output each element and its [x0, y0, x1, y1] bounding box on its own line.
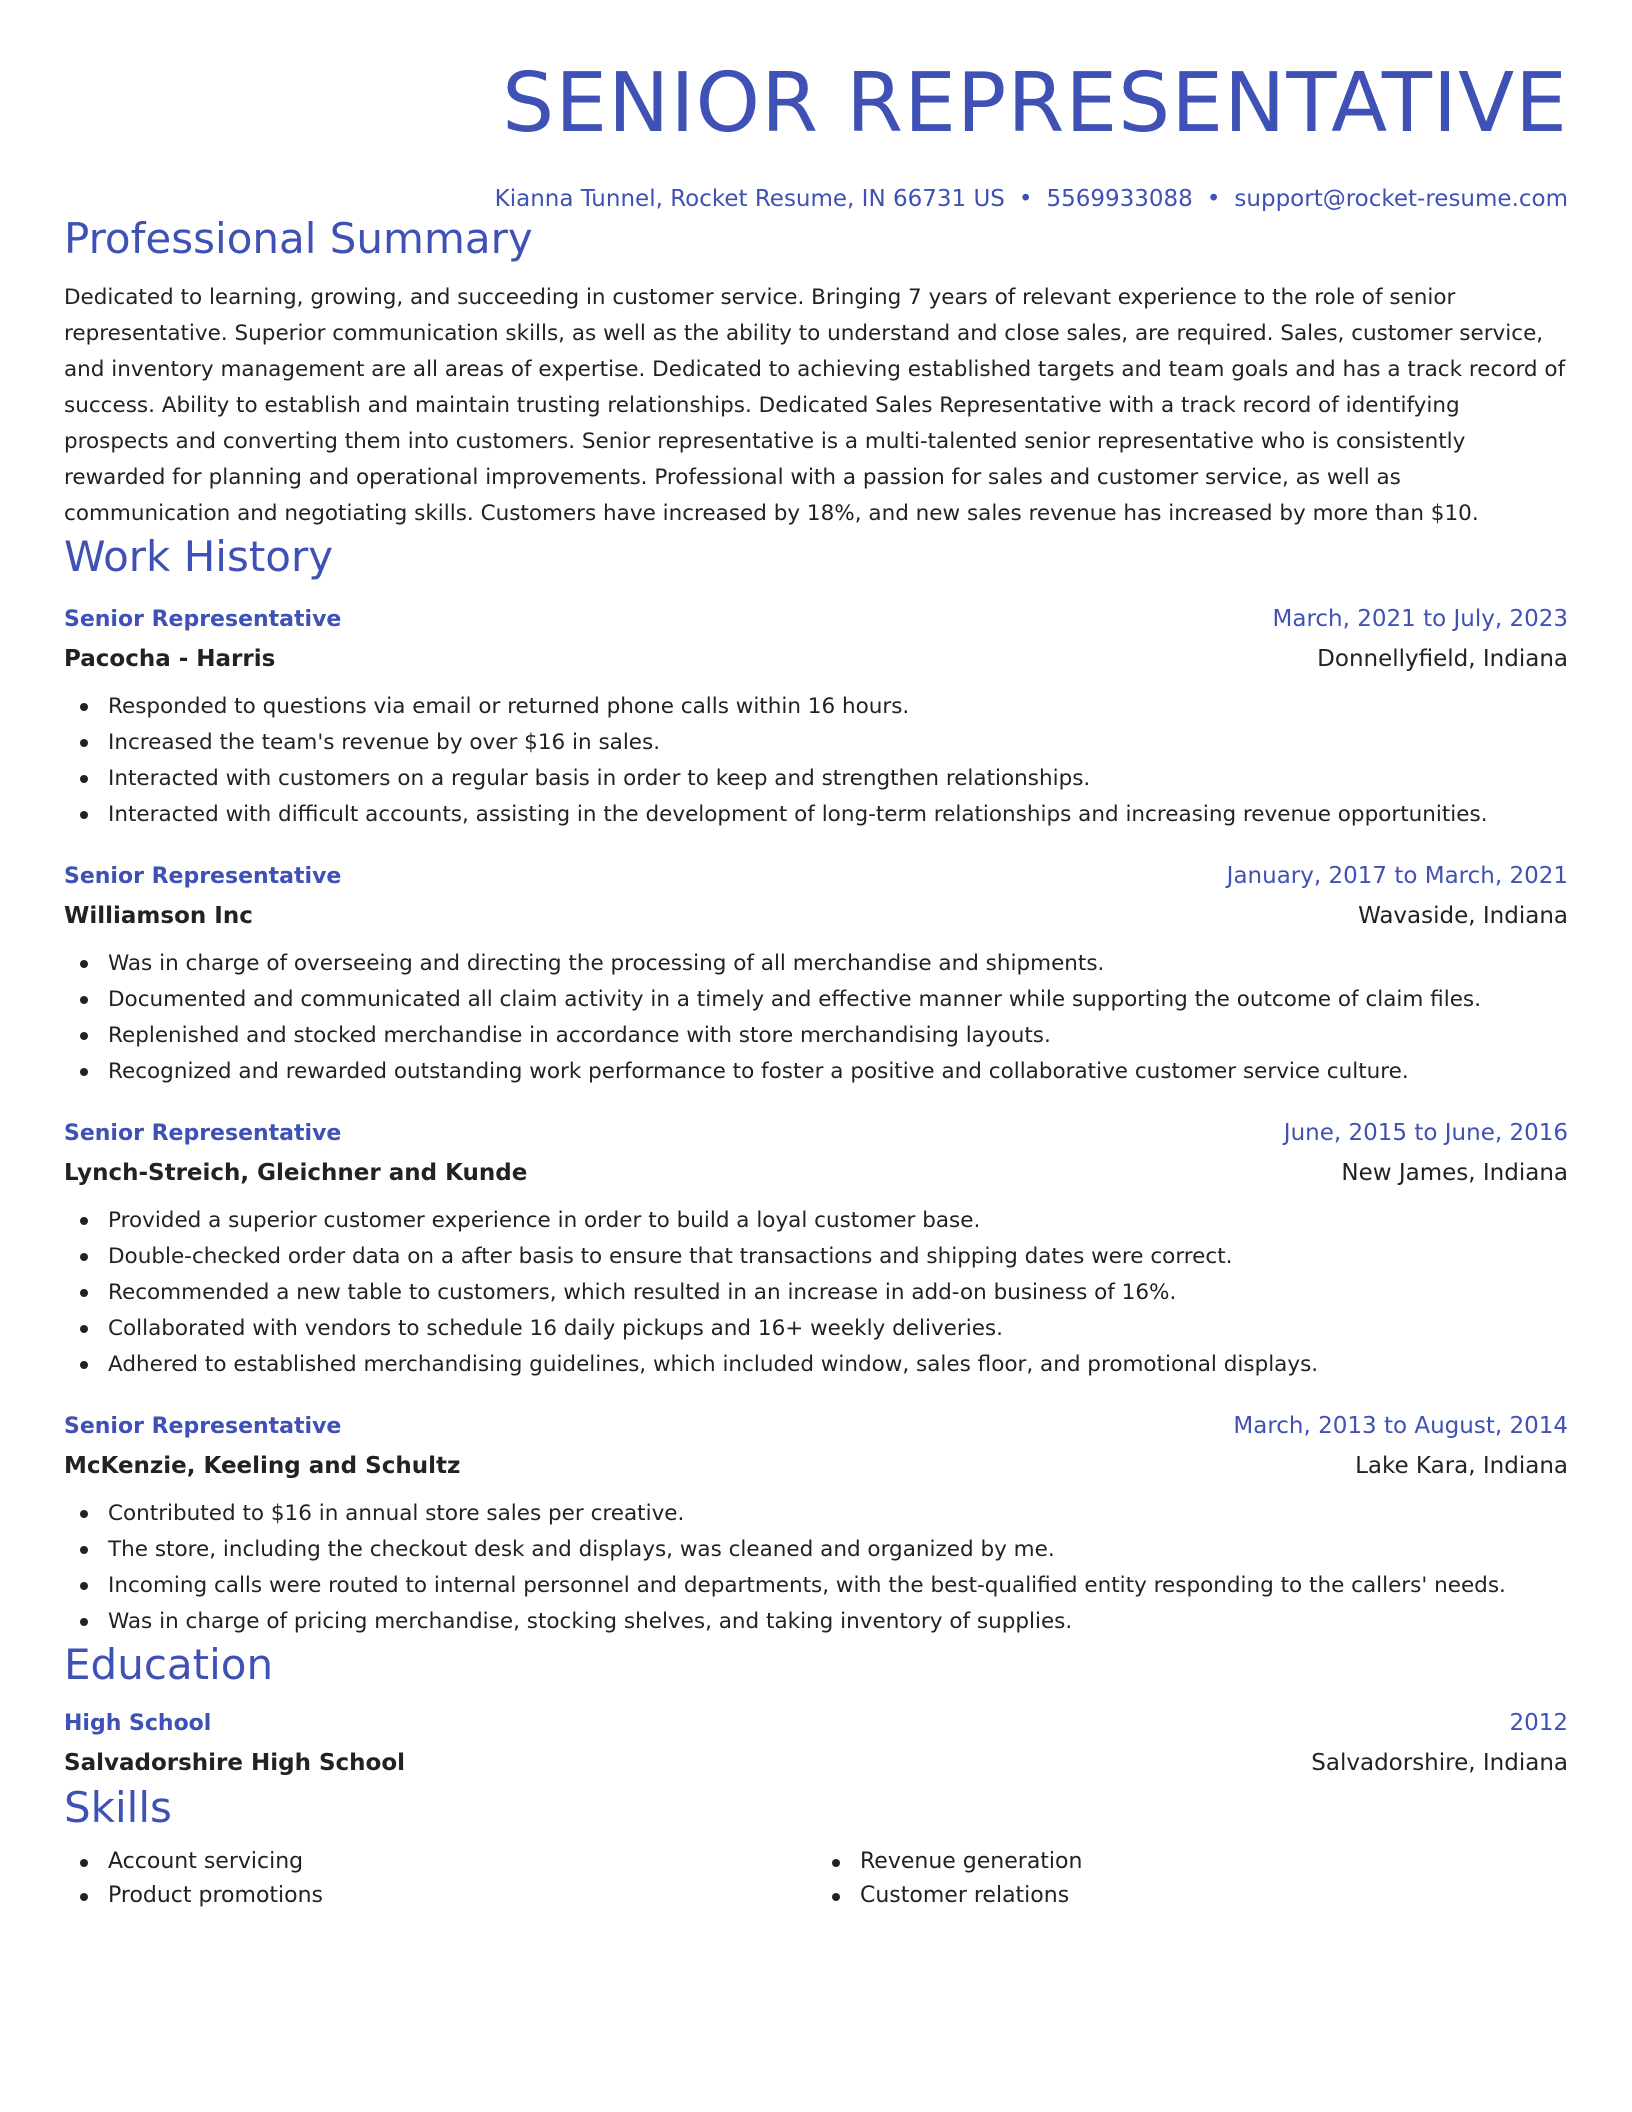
skills-list	[64, 1841, 1568, 1913]
job-bullet: Recommended a new table to customers, which resulted in an increase in add-on business of 16%.	[108, 1275, 1568, 1311]
contact-line	[64, 184, 1568, 214]
job-bullet: Replenished and stocked merchandise in accordance with store merchandising layouts.	[108, 1018, 1568, 1054]
job-bullet: Was in charge of pricing merchandise, stocking shelves, and taking inventory of supplies.	[108, 1604, 1568, 1640]
job-bullet-list	[64, 946, 1568, 1090]
job-bullet-list	[64, 1203, 1568, 1383]
job-entry	[64, 1407, 1568, 1640]
job-bullet: Adhered to established merchandising guidelines, which included window, sales floor, and promotional displays.	[108, 1347, 1568, 1383]
job-role: Senior Representative	[64, 607, 342, 632]
skill-item: Customer relations	[860, 1879, 1568, 1913]
section-heading-skills: Skills	[64, 1783, 172, 1832]
job-dates: March, 2021 to July, 2023	[1272, 606, 1568, 632]
job-bullet: Interacted with difficult accounts, assisting in the development of long-term relationships and increasing revenue opportunities.	[108, 797, 1568, 833]
job-dates: January, 2017 to March, 2021	[1226, 863, 1568, 889]
job-bullet: Responded to questions via email or returned phone calls within 16 hours.	[108, 689, 1568, 725]
job-bullet: Documented and communicated all claim activity in a timely and effective manner while supporting the outcome of claim files.	[108, 982, 1568, 1018]
contact-separator: •	[1018, 186, 1033, 212]
skill-item: Account servicing	[108, 1845, 816, 1879]
education-degree: High School	[64, 1711, 212, 1736]
job-company: Lynch-Streich, Gleichner and Kunde	[64, 1160, 528, 1186]
job-dates: March, 2013 to August, 2014	[1233, 1413, 1568, 1439]
contact-email: support@rocket-resume.com	[1234, 186, 1568, 212]
job-dates: June, 2015 to June, 2016	[1283, 1120, 1568, 1146]
job-bullet: Recognized and rewarded outstanding work performance to foster a positive and collaborative customer service culture.	[108, 1054, 1568, 1090]
contact-separator: •	[1206, 186, 1221, 212]
resume-title: SENIOR REPRESENTATIVE	[502, 56, 1568, 151]
summary-text: Dedicated to learning, growing, and succeeding in customer service. Bringing 7 years of relevant experience to the role of senior representative. Superior communication skills, as well as the ability to understand and close sales, are required. Sales, customer service, and inventory management are all areas of expertise. Dedicated to achieving established targets and team goals and has a track record of success. Ability to establish and maintain trusting relationships. Dedicated Sales Representative with a track record of identifying prospects and converting them into customers. Senior representative is a multi-talented senior representative who is consistently rewarded for planning and operational improvements. Professional with a passion for sales and customer service, as well as communication and negotiating skills. Customers have increased by 18%, and new sales revenue has increased by more than $10.	[64, 285, 1566, 526]
section-heading-summary: Professional Summary	[64, 214, 533, 263]
job-location: Wavaside, Indiana	[1358, 903, 1568, 929]
education-location: Salvadorshire, Indiana	[1311, 1750, 1568, 1776]
job-bullet: Interacted with customers on a regular basis in order to keep and strengthen relationships.	[108, 761, 1568, 797]
job-location: New James, Indiana	[1341, 1160, 1568, 1186]
job-entry	[64, 600, 1568, 833]
job-role: Senior Representative	[64, 864, 342, 889]
skill-item: Product promotions	[108, 1879, 816, 1913]
job-bullet: Contributed to $16 in annual store sales per creative.	[108, 1496, 1568, 1532]
job-location: Donnellyfield, Indiana	[1317, 646, 1568, 672]
section-heading-education: Education	[64, 1640, 274, 1689]
skill-item: Revenue generation	[860, 1845, 1568, 1879]
education-year: 2012	[1509, 1710, 1568, 1736]
section-heading-work-history: Work History	[64, 532, 334, 581]
job-bullet: Incoming calls were routed to internal personnel and departments, with the best-qualified entity responding to the callers' needs.	[108, 1568, 1568, 1604]
job-bullet: Provided a superior customer experience in order to build a loyal customer base.	[108, 1203, 1568, 1239]
job-bullet: The store, including the checkout desk and displays, was cleaned and organized by me.	[108, 1532, 1568, 1568]
job-role: Senior Representative	[64, 1121, 342, 1146]
job-bullet: Increased the team's revenue by over $16 in sales.	[108, 725, 1568, 761]
job-role: Senior Representative	[64, 1414, 342, 1439]
job-bullet: Double-checked order data on a after basis to ensure that transactions and shipping dates were correct.	[108, 1239, 1568, 1275]
job-entry	[64, 1114, 1568, 1383]
job-company: Williamson Inc	[64, 903, 253, 929]
education-school: Salvadorshire High School	[64, 1750, 406, 1776]
contact-address: Kianna Tunnel, Rocket Resume, IN 66731 US	[494, 186, 1005, 212]
job-entry	[64, 857, 1568, 1090]
job-location: Lake Kara, Indiana	[1355, 1453, 1568, 1479]
job-bullet: Was in charge of overseeing and directing the processing of all merchandise and shipments.	[108, 946, 1568, 982]
job-bullet: Collaborated with vendors to schedule 16 daily pickups and 16+ weekly deliveries.	[108, 1311, 1568, 1347]
job-bullet-list	[64, 1496, 1568, 1640]
skills-column-right	[816, 1845, 1568, 1913]
education-entry	[64, 1704, 1568, 1783]
job-bullet-list	[64, 689, 1568, 833]
job-company: Pacocha - Harris	[64, 646, 276, 672]
contact-phone: 5569933088	[1046, 186, 1193, 212]
job-company: McKenzie, Keeling and Schultz	[64, 1453, 461, 1479]
skills-column-left	[64, 1845, 816, 1913]
